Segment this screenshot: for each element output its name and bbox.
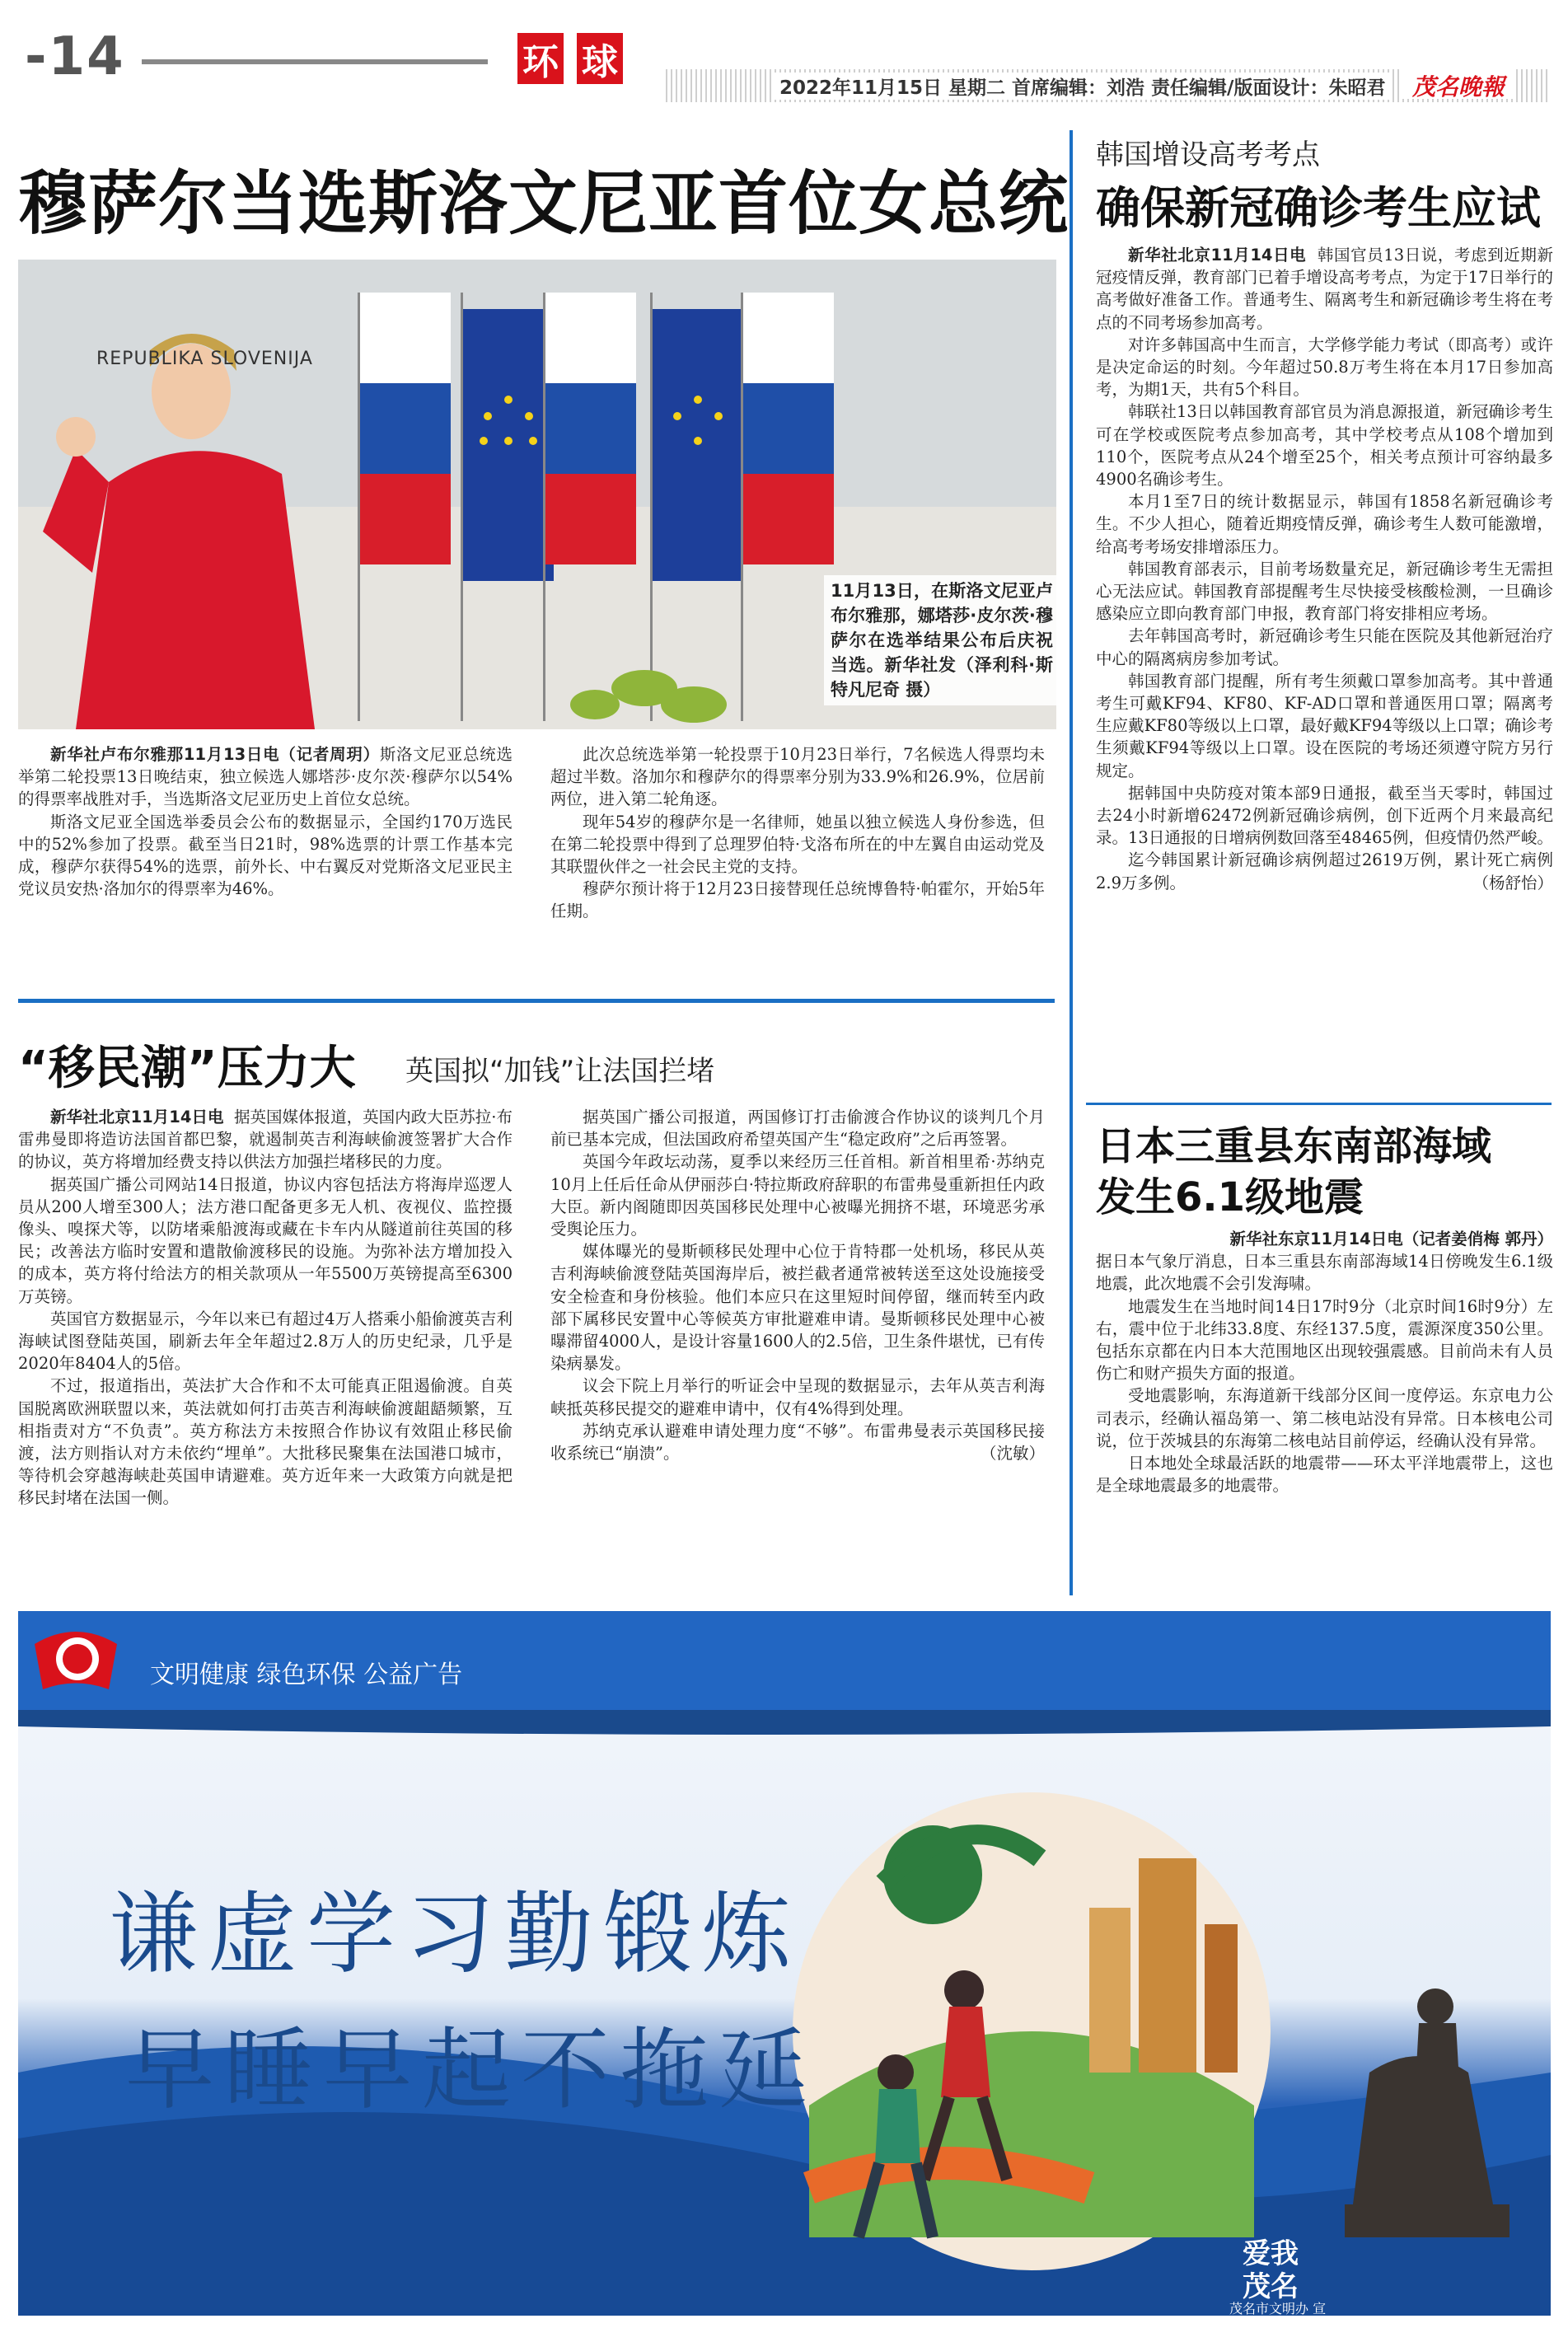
article4-paragraph: 地震发生在当地时间14日17时9分（北京时间16时9分）左右，震中位于北纬33.8度、东经137.5度，震源深度350公里。包括东京都在内日本大范围地区出现较强震感。目前尚未有人员伤亡和财产损失方面的报道。: [1096, 1296, 1553, 1384]
public-service-ad: [18, 1611, 1551, 2316]
article3-kicker: 韩国增设高考考点: [1096, 138, 1320, 171]
article3-paragraph: 去年韩国高考时，新冠确诊考生只能在医院及其他新冠治疗中心的隔离病房参加考试。: [1096, 626, 1553, 668]
article4-headline-line2: 发生6.1级地震: [1096, 1174, 1364, 1220]
article3-byline: （杨舒怡）: [1472, 873, 1553, 892]
article2-paragraph: 英国官方数据显示，今年以来已有超过4万人搭乘小船偷渡英吉利海峡试图登陆英国，刷新去年全年超过2.8万人的历史纪录，几乎是2020年8404人的5倍。: [18, 1309, 513, 1374]
header-rule: [142, 59, 488, 64]
article3-paragraph: 韩国官员13日说，考虑到近期新冠疫情反弹，教育部门已着手增设高考考点，为定于17日举行的高考做好准备工作。普通考生、隔离考生和新冠确诊考生将在考点的不同考场参加高考。: [1096, 246, 1553, 332]
article1-paragraph: 斯洛文尼亚全国选举委员会公布的数据显示，全国约170万选民中的52%参加了投票。截至当日21时，98%选票的计票工作基本完成，穆萨尔获得54%的选票，前外长、中右翼反对党斯洛文尼亚民主党议员安热·洛加尔的得票率为46%。: [18, 812, 513, 899]
header-info: 2022年11月15日 星期二 首席编辑：刘浩 责任编辑/版面设计：朱昭君: [775, 73, 1390, 100]
article1-paragraph: 此次总统选举第一轮投票于10月23日举行，7名候选人得票均未超过半数。洛加尔和穆萨尔的得票率分别为33.9%和26.9%，位居前两位，进入第二轮角逐。: [550, 745, 1045, 809]
article2-byline: （沈敏）: [980, 1444, 1045, 1464]
article4-body: [1096, 1228, 1553, 1497]
article3-paragraph: 韩国教育部门提醒，所有考生须戴口罩参加高考。其中普通考生可戴KF94、KF80、KF-AD口罩和普通医用口罩；隔离考生应戴KF80等级以上口罩，最好戴KF94等级以上口罩；确诊考生须戴KF94等级以上口罩。设在医院的考场还须遵守院方另行规定。: [1096, 671, 1553, 780]
ad-logo-text: 爱我茂名: [1243, 2237, 1299, 2303]
article2-subhead: 英国拟“加钱”让法国拦堵: [405, 1055, 715, 1088]
article2-dateline: 新华社北京11月14日电: [50, 1108, 224, 1127]
article2-paragraph: 不过，报道指出，英法扩大合作和不太可能真正阻遏偷渡。自英国脱离欧洲联盟以来，英法就如何打击英吉利海峡偷渡龃龉频繁，互相指责对方“不负责”。英方称法方未按照合作协议有效阻止移民偷渡，法方则指认对方未依约“埋单”。大批移民聚集在法国港口城市，等待机会穿越海峡赴英国申请避难。英方近年来一大政策方向就是把移民封堵在法国一侧。: [18, 1376, 513, 1508]
section-tag-2: 球: [577, 33, 623, 84]
article2-paragraph: 据英国广播公司报道，两国修订打击偷渡合作协议的谈判几个月前已基本完成，但法国政府希望英国产生“稳定政府”之后再签署。: [550, 1108, 1045, 1150]
article4-headline-line1: 日本三重县东南部海域: [1096, 1123, 1492, 1169]
article1-paragraph: 穆萨尔预计将于12月23日接替现任总统博鲁特·帕霍尔，开始5年任期。: [550, 879, 1045, 921]
article3-paragraph: 据韩国中央防疫对策本部9日通报，截至当天零时，韩国过去24小时新增62472例新冠确诊病例，创下近两个月来最高纪录。13日通报的日增病例数回落至48465例，但疫情仍然严峻。: [1096, 783, 1553, 848]
ad-banner: 文明健康 绿色环保 公益广告: [150, 1661, 463, 1689]
article2-headline: “移民潮”压力大: [18, 1042, 356, 1095]
ad-credit: 茂名市文明办 宣: [1229, 2301, 1327, 2316]
article2-paragraph: 苏纳克承认避难申请处理力度“不够”。布雷弗曼表示英国移民接收系统已“崩溃”。: [550, 1421, 1045, 1464]
article4-paragraph: 日本地处全球最活跃的地震带——环太平洋地震带上，这也是全球地震最多的地震带。: [1096, 1454, 1553, 1496]
article1-headline: 穆萨尔当选斯洛文尼亚首位女总统: [18, 163, 1070, 244]
newspaper-brand: 茂名晚報: [1401, 69, 1516, 99]
section-divider: [1086, 1103, 1552, 1105]
article3-paragraph: 韩联社13日以韩国教育部官员为消息源报道，新冠确诊考生可在学校或医院考点参加高考，其中学校考点从108个增加到110个，医院考点从24个增至25个，相关考点预计可容纳最多4900名确诊考生。: [1096, 402, 1553, 489]
article3-paragraph: 对许多韩国高中生而言，大学修学能力考试（即高考）或许是决定命运的时刻。今年超过50.8万考生将在本月17日参加高考，为期1天，共有5个科目。: [1096, 335, 1553, 400]
page-number: -14: [25, 26, 125, 87]
article3-paragraph: 韩国教育部表示，目前考场数量充足，新冠确诊考生无需担心无法应试。韩国教育部提醒考生尽快接受核酸检测，一旦确诊感染应立即向教育部门申报，教育部门将安排相应考场。: [1096, 559, 1553, 624]
article1-paragraph: 现年54岁的穆萨尔是一名律师，她虽以独立候选人身份参选，但在第二轮投票中得到了总理罗伯特·戈洛布所在的中左翼自由运动党及其联盟伙伴之一社会民主党的支持。: [550, 812, 1045, 877]
article3-paragraph: 本月1至7日的统计数据显示，韩国有1858名新冠确诊考生。不少人担心，随着近期疫情反弹，确诊考生人数可能激增，给高考考场安排增添压力。: [1096, 492, 1553, 556]
article3-paragraph: 迄今韩国累计新冠确诊病例超过2619万例，累计死亡病例2.9万多例。: [1096, 850, 1553, 892]
article4-headline: [1096, 1121, 1491, 1223]
article2-paragraph: 英国今年政坛动荡，夏季以来经历三任首相。新首相里希·苏纳克10月上任后任命从伊丽莎白·特拉斯政府辞职的布雷弗曼重新担任内政大臣。新内阁随即因英国移民处理中心被曝光拥挤不堪，环境恶劣承受舆论压力。: [550, 1152, 1045, 1239]
section-divider: [18, 999, 1055, 1003]
ad-slogan-line1: 谦虚学习勤锻炼: [109, 1883, 802, 1986]
article2-paragraph: 媒体曝光的曼斯顿移民处理中心位于肯特郡一处机场，移民从英吉利海峡偷渡登陆英国海岸后，被拦截者通常被转送至这处设施接受安全检查和身份核验。他们本应只在这里短时间停留，继而转至内政部下属移民安置中心等候英方审批避难申请。曼斯顿移民处理中心被曝滞留4000人，是设计容量1600人的2.5倍，卫生条件堪忧，已有传染病暴发。: [550, 1242, 1045, 1374]
article3-dateline: 新华社北京11月14日电: [1128, 246, 1307, 265]
article4-dateline: 新华社东京11月14日电（记者姜俏梅 郭丹）: [1229, 1230, 1553, 1248]
emblem-icon: [35, 1632, 117, 1689]
article4-paragraph: 据日本气象厅消息，日本三重县东南部海域14日傍晚发生6.1级地震，此次地震不会引发海啸。: [1096, 1252, 1553, 1294]
article2-paragraph: 据英国媒体报道，英国内政大臣苏拉·布雷弗曼即将造访法国首都巴黎，就遏制英吉利海峡偷渡签署扩大合作的协议，英方将增加经费支持以供法方加强拦堵移民的力度。: [18, 1108, 513, 1172]
column-divider: [1070, 130, 1073, 1595]
article2-col2: [550, 1106, 1045, 1464]
article1-col2: [550, 743, 1045, 923]
article2-paragraph: 据英国广播公司网站14日报道，协议内容包括法方将海岸巡逻人员从200人增至300人；法方港口配备更多无人机、夜视仪、监控摄像头、嗅探犬等，以防堵乘船渡海或藏在卡车内从隧道前往英国的移民；改善法方临时安置和遣散偷渡移民的设施。为弥补法方增加投入的成本，英方将付给法方的相关款项从一年5500万英镑提高至6300万英镑。: [18, 1174, 513, 1306]
section-tag-1: 环: [517, 33, 564, 84]
article2-paragraph: 议会下院上月举行的听证会中呈现的数据显示，去年从英吉利海峡抵英移民提交的避难申请中，仅有4%得到处理。: [550, 1376, 1045, 1418]
article3-body: [1096, 244, 1553, 894]
ad-slogan-line2: 早睡早起不拖延: [125, 2019, 818, 2122]
article2-col1: [18, 1106, 513, 1510]
article1-col1: [18, 743, 513, 900]
photo-caption: 11月13日，在斯洛文尼亚卢布尔雅那，娜塔莎·皮尔茨·穆萨尔在选举结果公布后庆祝当选。新华社发（泽利科·斯特凡尼奇 摄）: [824, 575, 1060, 705]
article4-paragraph: 受地震影响，东海道新干线部分区间一度停运。东京电力公司表示，经确认福岛第一、第二核电站没有异常。日本核电公司说，位于茨城县的东海第二核电站目前停运，经确认没有异常。: [1096, 1386, 1553, 1450]
article1-dateline: 新华社卢布尔雅那11月13日电（记者周玥）: [50, 745, 380, 764]
article1-paragraph: 斯洛文尼亚总统选举第二轮投票13日晚结束，独立候选人娜塔莎·皮尔茨·穆萨尔以54%的得票率战胜对手，当选斯洛文尼亚历史上首位女总统。: [18, 745, 513, 809]
photo-sign: REPUBLIKA SLOVENIJA: [96, 349, 313, 369]
article3-headline: 确保新冠确诊考生应试: [1096, 182, 1541, 234]
